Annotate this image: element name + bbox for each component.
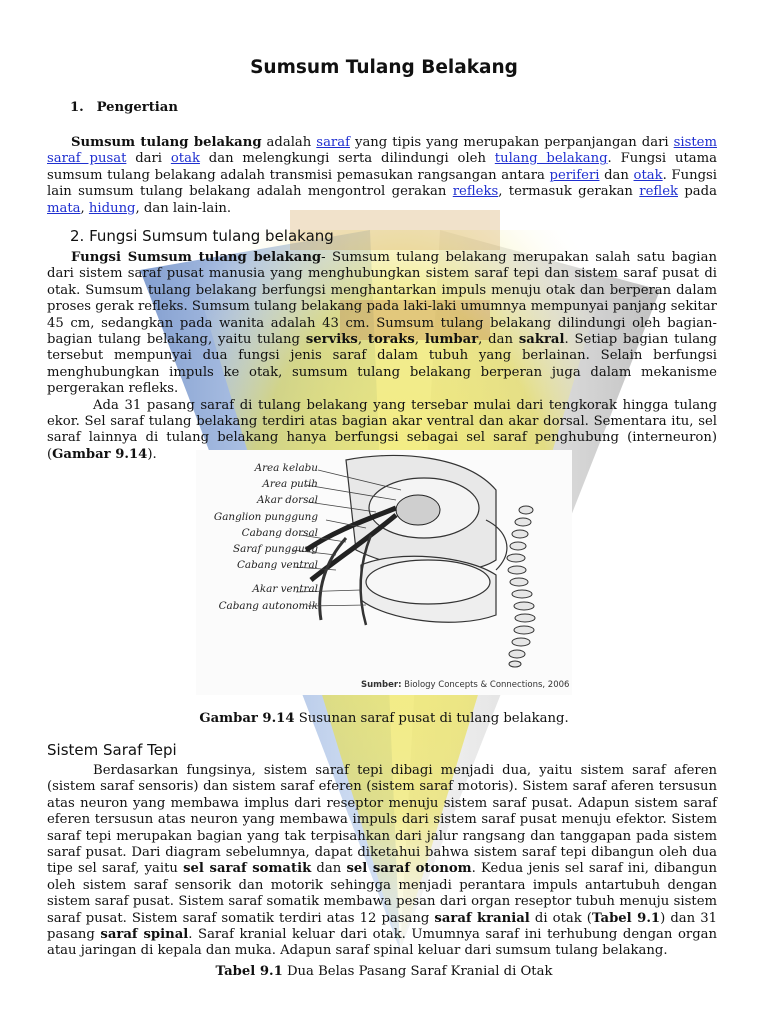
label-area-kelabu: Area kelabu	[254, 462, 318, 474]
figure-caption: Gambar 9.14 Susunan saraf pusat di tulang belakang.	[199, 711, 569, 726]
figure-spinal-cord	[196, 450, 572, 695]
paragraph-sistem-saraf-tepi: Berdasarkan fungsinya, sistem saraf tepi dibagi menjadi dua, yaitu sistem saraf aferen (sistem saraf sensoris) dan sistem saraf eferen (sistem saraf motoris). Sistem saraf aferen tersusun atas neuron yang membawa implus dari reseptor menuju sistem saraf pusat. Adapun sistem saraf eferen tersusun atas neuron yang membawa impuls dari sistem saraf pusat menuju efektor. Sistem saraf tepi merupakan bagian yang tak terpisahkan dari jalur rangsang dan tanggapan pada sistem saraf pusat. Dari diagram sebelumnya, dapat diketahui bahwa sistem saraf tepi dibangun oleh dua tipe sel saraf, yaitu sel saraf somatik dan sel saraf otonom. Kedua jenis sel saraf ini, dibangun oleh sistem saraf sensorik dan motorik sehingga menjadi perantara impuls antartubuh dengan sistem saraf pusat. Sistem saraf somatik membawa pesan dari organ reseptor tubuh menuju sistem saraf pusat. Sistem saraf somatik terdiri atas 12 pasang saraf kranial di otak (Tabel 9.1) dan 31 pasang saraf spinal. Saraf kranial keluar dari otak. Umumnya saraf ini terhubung dengan organ atau jaringan di kepala dan muka. Adapun saraf spinal keluar dari sumsum tulang belakang.	[47, 763, 717, 959]
label-cabang-dorsal: Cabang dorsal	[241, 526, 318, 539]
term-sumsum: Sumsum tulang belakang	[71, 135, 262, 150]
link-reflek[interactable]: reflek	[639, 184, 678, 200]
paragraph-fungsi: Fungsi Sumsum tulang belakang- Sumsum tulang belakang merupakan salah satu bagian dari sistem saraf pusat manusia yang menghubungkan sistem saraf tepi dan sistem saraf pusat di otak. Sumsum tulang belakang berfungsi menghantarkan impuls menuju otak dan berperan dalam proses gerak refleks. Sumsum tulang belakang pada laki-laki umumnya mempunyai panjang sekitar 45 cm, sedangkan pada wanita adalah 43 cm. Sumsum tulang belakang dilindungi oleh bagian-bagian tulang belakang, yaitu tulang serviks, toraks, lumbar, dan sakral. Setiap bagian tulang tersebut mempunyai dua fungsi jenis saraf dalam tubuh yang berlainan. Selain berfungsi menghubungkan impuls ke otak, sumsum tulang belakang berperan juga dalam mekanisme pergerakan refleks. Ada 31 pasang saraf di tulang belakang yang tersebar mulai dari tengkorak hingga tulang ekor. Sel saraf tulang belakang terdiri atas bagian akar ventral dan akar dorsal. Sementara itu, sel saraf lainnya di tulang belakang hanya berfungsi sebagai sel saraf penghubung (interneuron) (Gambar 9.14).	[47, 250, 717, 462]
label-cabang-autonomik: Cabang autonomik	[218, 599, 318, 612]
label-area-putih: Area putih	[262, 478, 318, 491]
link-saraf[interactable]: saraf	[316, 135, 350, 150]
page-title: Sumsum Tulang Belakang	[250, 57, 518, 78]
link-periferi[interactable]: periferi	[549, 167, 600, 183]
figure-labels	[213, 460, 318, 614]
link-otak[interactable]: otak	[170, 151, 200, 167]
link-hidung[interactable]: hidung	[88, 200, 136, 216]
table-caption: Tabel 9.1 Dua Belas Pasang Saraf Kranial di Otak	[215, 964, 553, 979]
link-tulang-belakang[interactable]: tulang belakang	[494, 151, 608, 167]
section-heading-sistem-saraf-tepi: Sistem Saraf Tepi	[47, 741, 177, 759]
label-saraf-punggung: Saraf punggung	[233, 543, 318, 556]
label-cabang-ventral: Cabang ventral	[236, 559, 318, 572]
paragraph-pengertian: Sumsum tulang belakang adalah saraf yang tipis yang merupakan perpanjangan dari sistem saraf pusat dari otak dan melengkungi serta dilindungi oleh tulang belakang. Fungsi utama sumsum tulang belakang adalah transmisi pemasukan rangsangan antara periferi dan otak. Fungsi lain sumsum tulang belakang adalah mengontrol gerakan refleks, termasuk gerakan reflek pada mata, hidung, dan lain-lain.	[47, 135, 717, 216]
section-heading-fungsi: 2. Fungsi Sumsum tulang belakang	[70, 227, 334, 245]
label-akar-ventral: Akar ventral	[252, 583, 318, 596]
paragraph-saraf-31: Ada 31 pasang saraf di tulang belakang yang tersebar mulai dari tengkorak hingga tulang ekor. Sel saraf tulang belakang terdiri atas bagian akar ventral dan akar dorsal. Sementara itu, sel saraf lainnya di tulang belakang hanya berfungsi sebagai sel saraf penghubung (interneuron) (Gambar 9.14).	[47, 397, 717, 462]
section-number: 1.	[70, 100, 84, 115]
link-mata[interactable]: mata	[47, 200, 81, 216]
section-heading-text: Pengertian	[96, 100, 178, 115]
label-ganglion-punggung: Ganglion punggung	[213, 510, 318, 523]
label-akar-dorsal: Akar dorsal	[257, 494, 318, 507]
link-refleks[interactable]: refleks	[452, 184, 499, 200]
link-otak-2[interactable]: otak	[633, 167, 663, 183]
link-sistem-saraf-pusat[interactable]: sistem saraf pusat	[47, 135, 717, 167]
section-heading-pengertian	[70, 100, 178, 116]
figure-source: Sumber: Biology Concepts & Connections, 2006	[361, 680, 570, 690]
